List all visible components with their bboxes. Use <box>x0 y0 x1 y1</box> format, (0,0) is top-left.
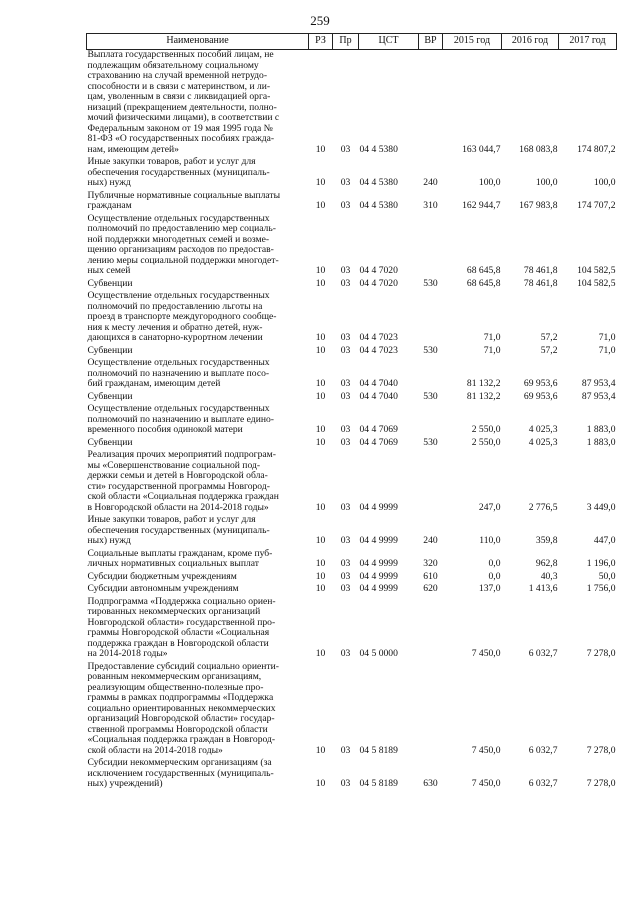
row-2015: 7 450,0 <box>471 648 501 659</box>
table-row <box>87 549 617 572</box>
row-name-line: исключением государственных (муниципаль- <box>87 767 274 779</box>
row-pr: 03 <box>340 558 351 569</box>
row-2016: 69 953,6 <box>523 390 558 402</box>
row-pr: 03 <box>340 436 351 448</box>
row-2016: 69 953,6 <box>523 378 558 389</box>
row-name-line: проезд в транспорте междугородного сообще- <box>87 311 277 322</box>
row-name-line: Публичные нормативные социальные выплаты <box>87 189 281 201</box>
row-name-line: Реализация прочих мероприятий подпрограм- <box>87 449 276 460</box>
row-rz: 10 <box>315 177 326 188</box>
row-name-line: граммы Новгородской области «Социальная <box>87 627 270 638</box>
row-cst: 04 4 7023 <box>359 344 398 356</box>
row-rz: 10 <box>315 424 326 435</box>
row-2017: 50,0 <box>598 570 616 582</box>
table-header <box>87 34 617 50</box>
row-2017: 174 707,2 <box>577 200 616 211</box>
row-vr: 530 <box>423 390 438 402</box>
row-name-line: Субвенции <box>87 390 133 402</box>
row-pr: 03 <box>340 570 351 582</box>
row-pr: 03 <box>340 501 351 513</box>
row-pr: 03 <box>340 648 351 659</box>
row-name-line: Осуществление отдельных государственных <box>87 403 270 414</box>
row-name-line: Иные закупки товаров, работ и услуг для <box>87 514 256 525</box>
row-name-line: социально ориентированных некоммерческих <box>87 702 276 714</box>
row-name-line: поддержка граждан в Новгородской области <box>87 637 269 649</box>
table-row <box>87 191 617 214</box>
row-name-line: ской области «Социальная поддержка граждан <box>87 491 279 502</box>
row-name-line: низаций (прекращением деятельности, полно- <box>87 101 277 113</box>
row-2016: 167 983,8 <box>519 200 558 211</box>
row-pr: 03 <box>340 744 351 756</box>
row-name <box>87 50 309 158</box>
table-row <box>87 584 617 597</box>
row-vr <box>419 404 443 438</box>
table-row <box>87 758 617 792</box>
row-rz: 10 <box>315 390 326 402</box>
row-cst: 04 4 9999 <box>359 558 398 569</box>
row-name <box>87 157 309 191</box>
row-name <box>87 191 309 214</box>
row-cst: 04 4 9999 <box>359 583 398 594</box>
row-name-line: цам, уволенным в связи с ликвидацией орга- <box>87 91 271 102</box>
row-2017: 71,0 <box>598 344 616 356</box>
row-2017: 7 278,0 <box>586 648 616 659</box>
row-2016: 1 413,6 <box>528 583 558 594</box>
row-name-line: личных нормативных социальных выплат <box>87 558 259 569</box>
row-pr: 03 <box>340 778 351 789</box>
row-2015: 68 645,8 <box>466 265 501 276</box>
row-2015: 137,0 <box>478 583 501 594</box>
row-name-line: Предоставление субсидий социально ориенти- <box>87 660 279 672</box>
row-cst: 04 4 7069 <box>359 436 398 448</box>
table-row <box>87 662 617 759</box>
row-name-line: организаций Новгородской области» государ- <box>87 713 275 724</box>
row-cst: 04 4 5380 <box>359 177 398 188</box>
row-name-line: 81-ФЗ «О государственных пособиях гражда- <box>87 133 275 144</box>
row-rz: 10 <box>315 332 326 343</box>
row-pr: 03 <box>340 200 351 211</box>
row-name <box>87 584 309 597</box>
row-vr: 630 <box>423 778 438 789</box>
row-2015: 68 645,8 <box>466 277 501 289</box>
row-vr: 530 <box>423 277 438 289</box>
row-vr <box>419 358 443 392</box>
row-2016: 57,2 <box>540 332 558 343</box>
row-rz: 10 <box>315 558 326 569</box>
row-name-line: ных) нужд <box>87 177 131 188</box>
row-name <box>87 358 309 392</box>
row-2015: 7 450,0 <box>471 778 501 789</box>
row-rz: 10 <box>315 501 326 513</box>
row-name-line: подлежащим обязательному социальному <box>87 59 259 71</box>
row-name-line: обеспечения государственных (муниципаль- <box>87 166 270 178</box>
table-row <box>87 50 617 158</box>
header-pr: Пр <box>333 34 359 50</box>
row-name-line: полномочий по предоставлению льготы на <box>87 300 263 312</box>
row-name <box>87 549 309 572</box>
row-2017: 1 883,0 <box>586 436 616 448</box>
row-2016: 2 776,5 <box>528 501 558 513</box>
row-name-line: временного пособия одинокой матери <box>87 424 243 435</box>
table-row <box>87 291 617 346</box>
row-2016: 78 461,8 <box>523 265 558 276</box>
row-pr: 03 <box>340 535 351 546</box>
row-pr: 03 <box>340 344 351 356</box>
row-name-line: ственной программы Новгородской области <box>87 723 268 735</box>
row-cst: 04 4 7040 <box>359 390 398 402</box>
row-vr: 610 <box>423 570 438 582</box>
row-name-line: Субсидии некоммерческим организациям (за <box>87 757 272 768</box>
row-rz: 10 <box>315 344 326 356</box>
row-cst: 04 4 9999 <box>359 501 398 513</box>
row-cst: 04 4 9999 <box>359 535 398 546</box>
row-2016: 78 461,8 <box>523 277 558 289</box>
row-name-line: ния к месту лечения и обратно детей, нуж- <box>87 321 263 333</box>
row-name <box>87 515 309 549</box>
row-2015: 71,0 <box>483 332 501 343</box>
row-2017: 1 756,0 <box>586 583 616 594</box>
row-rz: 10 <box>315 200 326 211</box>
row-name-line: Субвенции <box>87 436 133 448</box>
row-name <box>87 662 309 759</box>
row-name-line: нам, имеющим детей» <box>87 143 179 155</box>
row-rz: 10 <box>315 265 326 276</box>
row-rz: 10 <box>315 583 326 594</box>
row-name-line: на 2014-2018 годы» <box>87 648 168 659</box>
row-cst: 04 4 7020 <box>359 265 398 276</box>
table-row <box>87 450 617 515</box>
row-name-line: мы «Совершенствование социальной под- <box>87 459 261 471</box>
row-rz: 10 <box>315 378 326 389</box>
row-rz: 10 <box>315 570 326 582</box>
row-2015: 100,0 <box>478 177 501 188</box>
row-name-line: в Новгородской области на 2014-2018 годы» <box>87 501 269 513</box>
row-2016: 6 032,7 <box>528 648 558 659</box>
row-pr: 03 <box>340 583 351 594</box>
row-name-line: бий гражданам, имеющим детей <box>87 378 221 389</box>
row-2016: 962,8 <box>535 558 558 569</box>
header-2016: 2016 год <box>502 34 559 50</box>
row-cst: 04 4 7069 <box>359 424 398 435</box>
row-name <box>87 758 309 792</box>
table-row <box>87 214 617 279</box>
row-name-line: полномочий по предоставлению мер социаль- <box>87 223 276 234</box>
row-cst: 04 4 7023 <box>359 332 398 343</box>
row-name-line: «Социальная поддержка граждан в Новгород- <box>87 734 276 745</box>
row-pr: 03 <box>340 143 351 155</box>
row-name <box>87 404 309 438</box>
budget-table <box>86 33 617 792</box>
row-cst: 04 4 7040 <box>359 378 398 389</box>
row-2015: 162 944,7 <box>462 200 501 211</box>
row-2017: 447,0 <box>593 535 616 546</box>
row-2017: 87 953,4 <box>581 390 616 402</box>
row-name-line: Субвенции <box>87 344 133 356</box>
row-name-line: Выплата государственных пособий лицам, не <box>87 49 274 60</box>
row-name-line: реализующим общественно-полезные про- <box>87 681 264 693</box>
row-2015: 81 132,2 <box>466 390 501 402</box>
row-cst: 04 5 8189 <box>359 778 398 789</box>
row-vr <box>419 597 443 662</box>
row-name-line: держки семьи и детей в Новгородской обла- <box>87 470 268 481</box>
row-2016: 168 083,8 <box>519 143 558 155</box>
table-row <box>87 358 617 392</box>
row-2017: 174 807,2 <box>577 143 616 155</box>
row-name-line: Социальные выплаты гражданам, кроме пуб- <box>87 547 273 559</box>
table-row <box>87 597 617 662</box>
row-name-line: тированных некоммерческих организаций <box>87 606 261 617</box>
row-name-line: полномочий по назначению и выплате едино- <box>87 413 274 425</box>
row-name <box>87 450 309 515</box>
row-2017: 1 196,0 <box>586 558 616 569</box>
row-rz: 10 <box>315 436 326 448</box>
row-name-line: ной поддержки многодетных семей и возме- <box>87 233 270 245</box>
row-name-line: способности и в связи с материнством, и ли- <box>87 80 271 92</box>
row-name-line: Подпрограмма «Поддержка социально ориен- <box>87 595 276 607</box>
table-body <box>87 50 617 792</box>
row-name-line: лению меры социальной поддержки многодет- <box>87 254 279 266</box>
row-vr: 620 <box>423 583 438 594</box>
header-name: Наименование <box>87 34 309 50</box>
row-pr: 03 <box>340 332 351 343</box>
row-name-line: дающихся в санаторно-курортном лечении <box>87 332 263 343</box>
row-vr <box>419 662 443 759</box>
row-2016: 6 032,7 <box>528 744 558 756</box>
table-row <box>87 404 617 438</box>
row-name-line: Субсидии автономным учреждениям <box>87 583 239 594</box>
row-rz: 10 <box>315 778 326 789</box>
row-cst: 04 5 8189 <box>359 744 398 756</box>
row-2017: 100,0 <box>593 177 616 188</box>
row-cst: 04 4 7020 <box>359 277 398 289</box>
row-2015: 2 550,0 <box>471 424 501 435</box>
row-name-line: Осуществление отдельных государственных <box>87 357 270 368</box>
row-rz: 10 <box>315 744 326 756</box>
row-name-line: ской области на 2014-2018 годы» <box>87 744 223 756</box>
row-name-line: Субвенции <box>87 277 133 289</box>
row-2017: 7 278,0 <box>586 744 616 756</box>
row-name <box>87 214 309 279</box>
row-vr: 310 <box>423 200 438 211</box>
row-name-line: полномочий по назначению и выплате посо- <box>87 367 270 379</box>
row-vr <box>419 214 443 279</box>
row-2015: 247,0 <box>478 501 501 513</box>
row-2015: 2 550,0 <box>471 436 501 448</box>
row-name-line: сти» государственной программы Новгород- <box>87 480 270 492</box>
row-2017: 87 953,4 <box>581 378 616 389</box>
row-name-line: Осуществление отдельных государственных <box>87 212 270 224</box>
row-name-line: щению организациям расходов по предостав- <box>87 244 274 255</box>
row-vr: 530 <box>423 344 438 356</box>
row-2017: 71,0 <box>598 332 616 343</box>
row-pr: 03 <box>340 277 351 289</box>
row-2017: 1 883,0 <box>586 424 616 435</box>
row-name-line: ных семей <box>87 265 131 276</box>
row-pr: 03 <box>340 177 351 188</box>
row-name-line: рованным некоммерческим организациям, <box>87 671 262 682</box>
row-name-line: Новгородской области» государственной про- <box>87 616 276 628</box>
row-rz: 10 <box>315 535 326 546</box>
row-name-line: Осуществление отдельных государственных <box>87 290 270 301</box>
row-pr: 03 <box>340 378 351 389</box>
row-2016: 6 032,7 <box>528 778 558 789</box>
row-pr: 03 <box>340 424 351 435</box>
table-row <box>87 157 617 191</box>
row-name-line: мочий физическими лицами), в соответствии с <box>87 112 280 123</box>
row-name-line: ных) нужд <box>87 535 131 546</box>
row-2017: 3 449,0 <box>586 501 616 513</box>
row-vr <box>419 291 443 346</box>
row-cst: 04 4 9999 <box>359 570 398 582</box>
row-name-line: гражданам <box>87 200 132 211</box>
row-2015: 0,0 <box>488 570 501 582</box>
row-2017: 104 582,5 <box>577 265 616 276</box>
row-name <box>87 291 309 346</box>
row-2016: 4 025,3 <box>528 436 558 448</box>
row-vr: 320 <box>423 558 438 569</box>
row-name-line: обеспечения государственных (муниципаль- <box>87 524 270 536</box>
row-rz: 10 <box>315 143 326 155</box>
table-row <box>87 515 617 549</box>
row-vr: 240 <box>423 535 438 546</box>
row-2016: 40,3 <box>540 570 558 582</box>
row-2015: 71,0 <box>483 344 501 356</box>
row-2016: 100,0 <box>535 177 558 188</box>
row-2016: 359,8 <box>535 535 558 546</box>
row-2017: 104 582,5 <box>577 277 616 289</box>
row-2015: 81 132,2 <box>466 378 501 389</box>
row-cst: 04 5 0000 <box>359 648 398 659</box>
row-2017: 7 278,0 <box>586 778 616 789</box>
row-2015: 163 044,7 <box>462 143 501 155</box>
header-2017: 2017 год <box>559 34 617 50</box>
row-vr <box>419 450 443 515</box>
page-number: 259 <box>310 13 330 28</box>
row-2016: 57,2 <box>540 344 558 356</box>
row-name <box>87 597 309 662</box>
row-cst: 04 4 5380 <box>359 143 398 155</box>
header-2015: 2015 год <box>443 34 502 50</box>
row-vr <box>419 50 443 158</box>
row-vr: 240 <box>423 177 438 188</box>
row-rz: 10 <box>315 648 326 659</box>
header-cst: ЦСТ <box>359 34 419 50</box>
row-2015: 0,0 <box>488 558 501 569</box>
row-vr: 530 <box>423 436 438 448</box>
row-name-line: Иные закупки товаров, работ и услуг для <box>87 156 256 167</box>
row-name-line: Субсидии бюджетным учреждениям <box>87 570 237 582</box>
row-cst: 04 4 5380 <box>359 200 398 211</box>
row-name-line: страхованию на случай временной нетрудо- <box>87 70 268 81</box>
header-vr: ВР <box>419 34 443 50</box>
row-rz: 10 <box>315 277 326 289</box>
row-2015: 110,0 <box>479 535 501 546</box>
row-name-line: Федеральным законом от 19 мая 1995 года № <box>87 122 273 134</box>
header-rz: РЗ <box>309 34 333 50</box>
row-2015: 7 450,0 <box>471 744 501 756</box>
row-name-line: граммы в рамках подпрограммы «Поддержка <box>87 692 274 703</box>
row-pr: 03 <box>340 390 351 402</box>
row-2016: 4 025,3 <box>528 424 558 435</box>
row-name-line: ных) учреждений) <box>87 778 163 789</box>
row-pr: 03 <box>340 265 351 276</box>
